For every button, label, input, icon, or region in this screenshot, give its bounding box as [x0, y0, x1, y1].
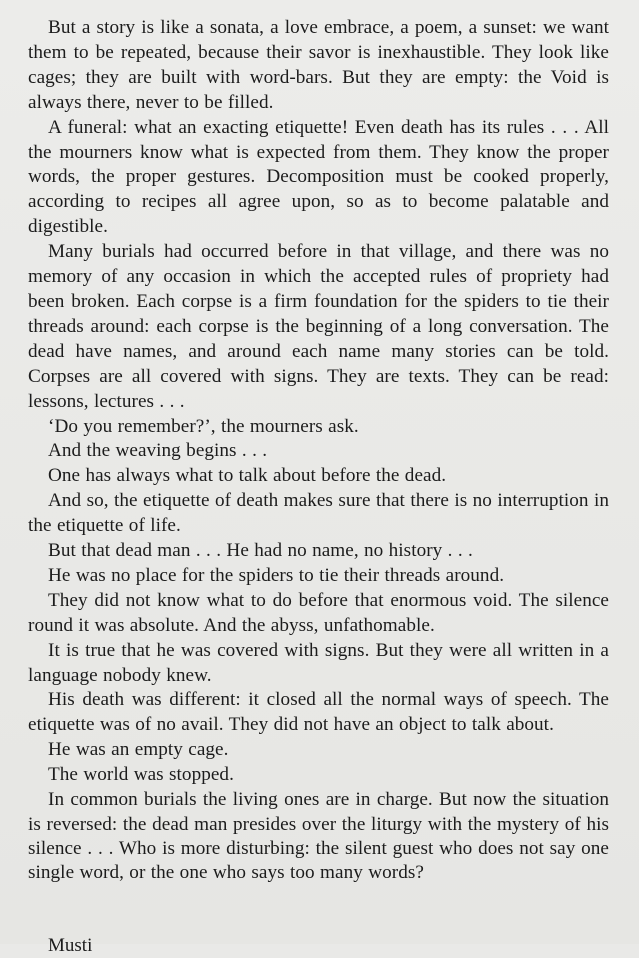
paragraph-11: It is true that he was covered with signs. But they were all written in a language nobody knew. [28, 639, 609, 686]
paragraph-5: And the weaving begins . . . [48, 440, 268, 462]
paragraph-9: He was no place for the spiders to tie their threads around. [48, 564, 505, 586]
paragraph-7: And so, the etiquette of death makes sure that there is no interruption in the etiquette of life. [28, 490, 609, 537]
paragraph-4: ‘Do you remember?’, the mourners ask. [48, 415, 359, 437]
paragraph-15: In common burials the living ones are in charge. But now the situation is reversed: the dead man presides over the liturgy with the mystery of his silence . . . Who is more disturbing: the silent guest who does not say one single word, or the one who says too many words? [28, 789, 609, 884]
paragraph-3: Many burials had occurred before in that village, and there was no memory of any occasion in which the accepted rules of propriety had been broken. Each corpse is a firm foundation for the spiders to tie their threads around: each corpse is the beginning of a long conversation. The dead have names, and around each name many stories can be told. Corpses are all covered with signs. They are texts. They can be read: lessons, lectures . . . [28, 241, 609, 412]
cut-off-line: Musti [48, 935, 93, 956]
paragraph-10: They did not know what to do before that enormous void. The silence round it was absolute. And the abyss, unfathomable. [28, 589, 609, 636]
paragraph-2: A funeral: what an exacting etiquette! Even death has its rules . . . All the mourners know what is expected from them. They know the proper words, the proper gestures. Decomposition must be cooked properly, according to recipes all agree upon, so as to become palatable and digestible. [28, 116, 609, 238]
paragraph-14: The world was stopped. [48, 764, 234, 786]
paragraph-8: But that dead man . . . He had no name, no history . . . [48, 540, 473, 562]
paragraph-12: His death was different: it closed all the normal ways of speech. The etiquette was of no avail. They did not have an object to talk about. [28, 689, 609, 736]
paragraph-6: One has always what to talk about before the dead. [48, 465, 447, 487]
paragraph-13: He was an empty cage. [48, 739, 229, 761]
paragraph-1: But a story is like a sonata, a love embrace, a poem, a sunset: we want them to be repeated, because their savor is inexhaustible. They look like cages; they are built with word-bars. But they are empty: the Void is always there, never to be filled. [28, 17, 609, 113]
